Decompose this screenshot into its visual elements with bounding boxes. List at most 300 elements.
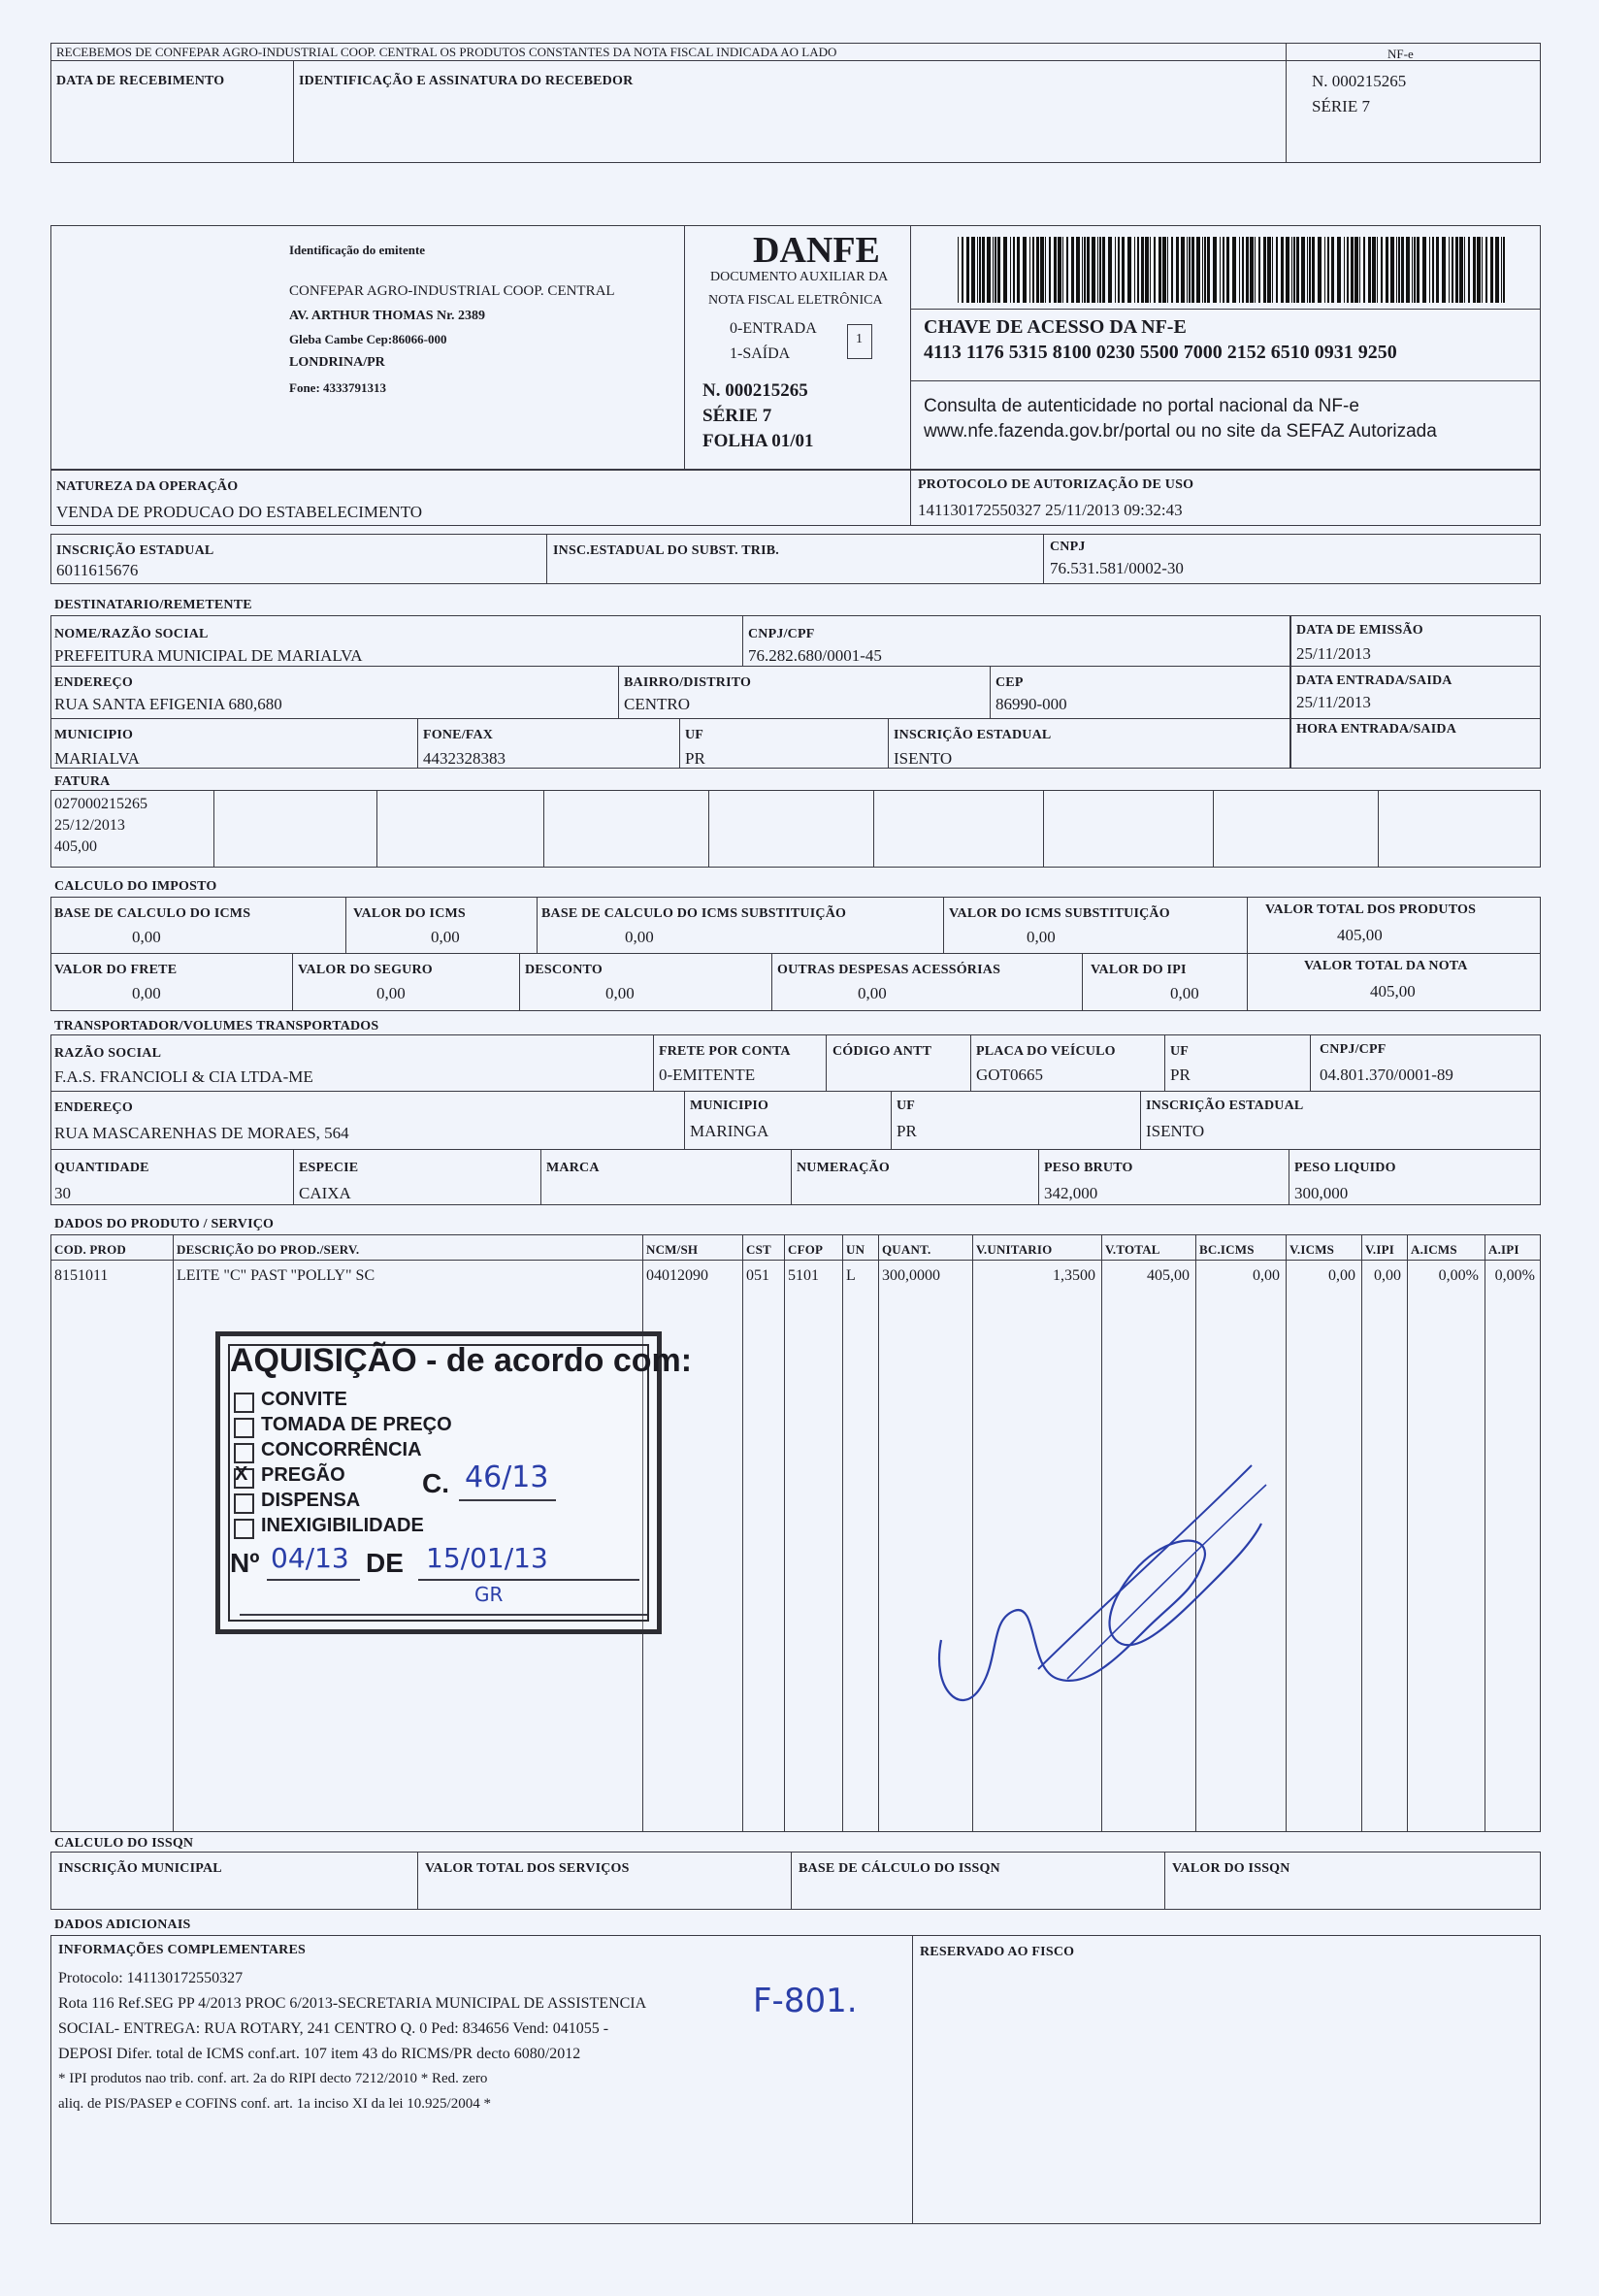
product-cell: 300,0000: [882, 1267, 940, 1284]
transp-placa: GOT0665: [976, 1066, 1043, 1084]
barcode-bar: [987, 237, 991, 303]
adicionais-section: DADOS ADICIONAIS: [54, 1918, 191, 1932]
barcode-bar: [1084, 237, 1086, 303]
barcode-bar: [1171, 237, 1173, 303]
barcode-bar: [1293, 237, 1295, 303]
dest-nome-label: NOME/RAZÃO SOCIAL: [54, 627, 209, 641]
barcode-bar: [1127, 237, 1131, 303]
info-line-6: aliq. de PIS/PASEP e COFINS conf. art. 1a inciso XI da lei 10.925/2004 *: [58, 2096, 491, 2112]
product-cell: 0,00: [1374, 1267, 1401, 1284]
issqn-im-label: INSCRIÇÃO MUNICIPAL: [58, 1861, 222, 1876]
dest-entrada-label: DATA ENTRADA/SAIDA: [1296, 673, 1452, 688]
dest-emissao-label: DATA DE EMISSÃO: [1296, 623, 1423, 638]
product-column-divider: [784, 1234, 785, 1832]
issqn-base-label: BASE DE CÁLCULO DO ISSQN: [799, 1861, 1000, 1876]
product-header-cell: NCM/SH: [646, 1242, 699, 1257]
barcode-bar: [1102, 237, 1105, 303]
barcode-bar: [1191, 237, 1194, 303]
barcode-bar: [971, 237, 975, 303]
barcode-bar: [1202, 237, 1203, 303]
barcode-bar: [1396, 237, 1397, 303]
barcode-bar: [1239, 237, 1240, 303]
product-header-cell: CFOP: [788, 1242, 824, 1257]
product-header-cell: A.ICMS: [1411, 1242, 1457, 1257]
fatura-valor: 405,00: [54, 838, 97, 855]
barcode-bar: [1436, 237, 1439, 303]
fisco-label: RESERVADO AO FISCO: [920, 1945, 1075, 1959]
transp-especie: CAIXA: [299, 1184, 351, 1202]
dest-entrada: 25/11/2013: [1296, 693, 1371, 711]
canhoto-numero: N. 000215265: [1312, 72, 1407, 90]
barcode-bar: [1092, 237, 1095, 303]
emitente-endereco: AV. ARTHUR THOMAS Nr. 2389: [289, 309, 486, 323]
barcode-bar: [1207, 237, 1210, 303]
barcode-bar: [1372, 237, 1376, 303]
stamp-n-value: 04/13: [271, 1542, 349, 1574]
barcode-bar: [1398, 237, 1400, 303]
barcode-bar: [1318, 237, 1322, 303]
seguro: 0,00: [376, 984, 406, 1002]
barcode-bar: [1296, 237, 1299, 303]
v-st: 0,00: [1027, 928, 1056, 946]
transp-endereco: RUA MASCARENHAS DE MORAES, 564: [54, 1124, 349, 1142]
fatura-divider: [213, 790, 214, 868]
barcode-bar: [1145, 237, 1149, 303]
barcode-bar: [1010, 237, 1011, 303]
barcode-bar: [1176, 237, 1179, 303]
product-header-cell: COD. PROD: [54, 1242, 127, 1257]
issqn-section: CALCULO DO ISSQN: [54, 1836, 194, 1851]
barcode-bar: [1324, 237, 1325, 303]
barcode-bar: [1223, 237, 1224, 303]
checkbox-dispensa: [234, 1493, 254, 1514]
emitente-fone: Fone: 4333791313: [289, 380, 387, 395]
desconto: 0,00: [605, 984, 635, 1002]
barcode-bar: [1137, 237, 1139, 303]
v-prod-label: VALOR TOTAL DOS PRODUTOS: [1265, 902, 1477, 917]
barcode-bar: [1071, 237, 1074, 303]
cnpj-value: 76.531.581/0002-30: [1050, 559, 1184, 577]
ipi-label: VALOR DO IPI: [1091, 963, 1187, 977]
dest-ie-label: INSCRIÇÃO ESTADUAL: [894, 728, 1052, 742]
barcode-bar: [1276, 237, 1278, 303]
barcode-bar: [1501, 237, 1502, 303]
protocolo-value: 141130172550327 25/11/2013 09:32:43: [918, 501, 1183, 519]
barcode-bar: [1377, 237, 1378, 303]
dest-endereco-label: ENDEREÇO: [54, 675, 133, 690]
product-header-cell: V.ICMS: [1289, 1242, 1335, 1257]
dest-cnpj-label: CNPJ/CPF: [748, 627, 815, 641]
barcode-bar: [1331, 237, 1334, 303]
stamp-option-concorrencia: CONCORRÊNCIA: [261, 1439, 422, 1460]
destinatario-section: DESTINATARIO/REMETENTE: [54, 598, 252, 612]
dest-uf: PR: [685, 749, 705, 768]
product-cell: 8151011: [54, 1267, 109, 1284]
transp-frete: 0-EMITENTE: [659, 1066, 756, 1084]
fatura-numero: 027000215265: [54, 796, 147, 812]
barcode-bar: [1452, 237, 1453, 303]
barcode-bar: [1459, 237, 1463, 303]
barcode-bar: [1250, 237, 1254, 303]
transp-uf2: PR: [897, 1122, 917, 1140]
barcode-bar: [1204, 237, 1206, 303]
barcode-bar: [1062, 237, 1063, 303]
barcode-bar: [1036, 237, 1039, 303]
barcode-bar: [1351, 237, 1354, 303]
dest-hora-label: HORA ENTRADA/SAIDA: [1296, 722, 1457, 737]
barcode-bar: [1087, 237, 1090, 303]
dest-municipio-label: MUNICIPIO: [54, 728, 134, 742]
danfe-sub1: DOCUMENTO AUXILIAR DA: [710, 270, 889, 284]
barcode-bar: [1307, 237, 1308, 303]
transp-municipio-label: MUNICIPIO: [690, 1099, 769, 1113]
dest-cnpj: 76.282.680/0001-45: [748, 646, 882, 665]
barcode-bar: [1368, 237, 1371, 303]
natureza-label: NATUREZA DA OPERAÇÃO: [56, 479, 239, 494]
barcode-bar: [1455, 237, 1458, 303]
barcode-bar: [1049, 237, 1051, 303]
dest-ie: ISENTO: [894, 749, 953, 768]
product-header-cell: A.IPI: [1488, 1242, 1519, 1257]
transp-razao-label: RAZÃO SOCIAL: [54, 1046, 162, 1061]
barcode-bar: [1291, 237, 1292, 303]
stamp-n-label: Nº: [230, 1548, 260, 1578]
checkbox-tomada: [234, 1418, 254, 1438]
barcode-bar: [1013, 237, 1015, 303]
barcode-bar: [1267, 237, 1271, 303]
product-header-cell: QUANT.: [882, 1242, 931, 1257]
barcode-bar: [1167, 237, 1168, 303]
transp-qtd-label: QUANTIDADE: [54, 1161, 149, 1175]
product-column-divider: [173, 1234, 174, 1832]
issqn-servicos-label: VALOR TOTAL DOS SERVIÇOS: [425, 1861, 630, 1876]
signature: [922, 1446, 1271, 1737]
fatura-divider: [1213, 790, 1214, 868]
barcode-bar: [1286, 237, 1289, 303]
product-column-divider: [1361, 1234, 1362, 1832]
transp-endereco-label: ENDEREÇO: [54, 1100, 133, 1115]
dest-fone: 4432328383: [423, 749, 506, 768]
dest-municipio: MARIALVA: [54, 749, 140, 768]
barcode-bar: [1196, 237, 1200, 303]
barcode-bar: [1337, 237, 1341, 303]
barcode-bar: [979, 237, 981, 303]
barcode-bar: [1495, 237, 1499, 303]
barcode-bar: [1464, 237, 1465, 303]
consulta-line2: www.nfe.fazenda.gov.br/portal ou no site da SEFAZ Autorizada: [924, 421, 1437, 442]
product-cell: 0,00%: [1494, 1267, 1535, 1284]
ie-row: [50, 534, 1541, 584]
barcode-bar: [1023, 237, 1027, 303]
check-mark-icon: X: [235, 1463, 248, 1485]
barcode-bar: [1141, 237, 1144, 303]
barcode-bar: [1189, 237, 1191, 303]
product-column-divider: [1286, 1234, 1287, 1832]
danfe-numero: N. 000215265: [702, 380, 808, 401]
fatura-divider: [543, 790, 544, 868]
product-cell: 405,00: [1147, 1267, 1190, 1284]
barcode-bar: [1158, 237, 1161, 303]
stamp-c-value: 46/13: [465, 1460, 549, 1494]
identificacao-label: IDENTIFICAÇÃO E ASSINATURA DO RECEBEDOR: [299, 74, 634, 88]
stamp-option-tomada: TOMADA DE PREÇO: [261, 1414, 452, 1435]
barcode-bar: [1312, 237, 1315, 303]
barcode-bar: [995, 237, 996, 303]
product-header-cell: V.UNITARIO: [976, 1242, 1053, 1257]
barcode-bar: [1040, 237, 1044, 303]
product-column-divider: [842, 1234, 843, 1832]
barcode-bar: [1490, 237, 1493, 303]
product-header-cell: V.IPI: [1365, 1242, 1395, 1257]
transp-qtd: 30: [54, 1184, 71, 1202]
fatura-divider: [708, 790, 709, 868]
barcode-bar: [1213, 237, 1217, 303]
danfe-sub2: NOTA FISCAL ELETRÔNICA: [708, 293, 883, 308]
dest-uf-label: UF: [685, 728, 704, 742]
dest-bairro-label: BAIRRO/DISTRITO: [624, 675, 752, 690]
barcode-bar: [1181, 237, 1185, 303]
barcode-bar: [1029, 237, 1030, 303]
product-column-divider: [878, 1234, 879, 1832]
barcode-bar: [1122, 237, 1125, 303]
transp-uf: PR: [1170, 1066, 1191, 1084]
destinatario-block: [50, 615, 1290, 769]
transp-uf2-label: UF: [897, 1099, 916, 1113]
dest-emissao: 25/11/2013: [1296, 644, 1371, 663]
v-prod: 405,00: [1337, 926, 1383, 944]
dest-endereco: RUA SANTA EFIGENIA 680,680: [54, 695, 282, 713]
natureza-value: VENDA DE PRODUCAO DO ESTABELECIMENTO: [56, 503, 423, 521]
barcode-bar: [977, 237, 978, 303]
cnpj-label: CNPJ: [1050, 540, 1086, 554]
checkbox-convite: [234, 1393, 254, 1413]
stamp-initials: GR: [474, 1583, 504, 1606]
product-cell: 5101: [788, 1267, 819, 1284]
barcode-bar: [993, 237, 994, 303]
canhoto-header: RECEBEMOS DE CONFEPAR AGRO-INDUSTRIAL COOP. CENTRAL OS PRODUTOS CONSTANTES DA NOTA FISCAL INDICADA AO LADO: [56, 45, 837, 59]
transp-numeracao-label: NUMERAÇÃO: [797, 1161, 890, 1175]
barcode-bar: [1272, 237, 1273, 303]
barcode-bar: [1309, 237, 1311, 303]
transp-municipio: MARINGA: [690, 1122, 769, 1140]
stamp-date: 15/01/13: [426, 1542, 548, 1574]
transp-marca-label: MARCA: [546, 1161, 600, 1175]
product-cell: 1,3500: [1053, 1267, 1095, 1284]
danfe-tipo: 1: [856, 332, 863, 346]
transp-antt-label: CÓDIGO ANTT: [832, 1044, 932, 1059]
v-nota: 405,00: [1370, 982, 1416, 1000]
barcode-bar: [1359, 237, 1360, 303]
stamp-option-pregao: PREGÃO: [261, 1464, 345, 1486]
outras: 0,00: [858, 984, 887, 1002]
barcode-bar: [1485, 237, 1487, 303]
barcode-bar: [1263, 237, 1266, 303]
barcode-bar: [1390, 237, 1394, 303]
barcode-bar: [1258, 237, 1260, 303]
barcode-bar: [1473, 237, 1476, 303]
fatura-block: [50, 790, 1541, 868]
issqn-block: [50, 1852, 1541, 1910]
barcode-bar: [1099, 237, 1101, 303]
barcode-bar: [1058, 237, 1061, 303]
fatura-vencimento: 25/12/2013: [54, 817, 125, 834]
barcode-bar: [1414, 237, 1416, 303]
barcode-bar: [1066, 237, 1068, 303]
barcode-bar: [1401, 237, 1404, 303]
stamp-option-inexigibilidade: INEXIGIBILIDADE: [261, 1515, 424, 1536]
barcode-bar: [1118, 237, 1120, 303]
barcode-bar: [982, 237, 985, 303]
data-recebimento-label: DATA DE RECEBIMENTO: [56, 74, 225, 88]
product-cell: 04012090: [646, 1267, 708, 1284]
barcode-bar: [1363, 237, 1365, 303]
barcode-bar: [1386, 237, 1388, 303]
product-cell: 0,00: [1328, 1267, 1355, 1284]
acquisition-stamp: [215, 1331, 693, 1634]
barcode-bar: [1017, 237, 1020, 303]
transp-peso-bruto: 342,000: [1044, 1184, 1098, 1202]
product-header-cell: V.TOTAL: [1105, 1242, 1160, 1257]
product-cell: L: [846, 1267, 856, 1284]
dest-cep-label: CEP: [995, 675, 1024, 690]
stamp-option-convite: CONVITE: [261, 1389, 347, 1410]
barcode-bar: [1477, 237, 1481, 303]
barcode-bar: [1422, 237, 1426, 303]
barcode-bar: [1255, 237, 1256, 303]
seguro-label: VALOR DO SEGURO: [298, 963, 433, 977]
transporte-block: [50, 1034, 1541, 1205]
barcode-bar: [1242, 237, 1244, 303]
barcode-bar: [997, 237, 1000, 303]
issqn-valor-label: VALOR DO ISSQN: [1172, 1861, 1290, 1876]
barcode-bar: [1281, 237, 1284, 303]
fatura-divider: [873, 790, 874, 868]
checkbox-concorrencia: [234, 1443, 254, 1463]
barcode-bar: [966, 237, 969, 303]
consulta-line1: Consulta de autenticidade no portal nacional da NF-e: [924, 396, 1359, 416]
barcode-bar: [1150, 237, 1151, 303]
ie-value: 6011615676: [56, 561, 139, 579]
barcode-bar: [1344, 237, 1345, 303]
product-cell: LEITE "C" PAST "POLLY" SC: [177, 1267, 375, 1284]
barcode-bar: [1449, 237, 1450, 303]
v-st-label: VALOR DO ICMS SUBSTITUIÇÃO: [949, 906, 1170, 921]
barcode-bar: [1082, 237, 1083, 303]
barcode-bar: [1220, 237, 1221, 303]
barcode-bar: [1045, 237, 1046, 303]
transp-peso-bruto-label: PESO BRUTO: [1044, 1161, 1133, 1175]
barcode-bar: [1076, 237, 1080, 303]
barcode-bar: [962, 237, 963, 303]
barcode-bar: [1032, 237, 1034, 303]
frete-label: VALOR DO FRETE: [54, 963, 178, 977]
fatura-label: FATURA: [54, 774, 111, 789]
v-icms-label: VALOR DO ICMS: [353, 906, 466, 921]
dest-nome: PREFEITURA MUNICIPAL DE MARIALVA: [54, 646, 363, 665]
barcode-bar: [1417, 237, 1420, 303]
chave-value: 4113 1176 5315 8100 0230 5500 7000 2152 6510 0931 9250: [924, 342, 1397, 363]
danfe-title: DANFE: [753, 230, 880, 271]
product-column-divider: [742, 1234, 743, 1832]
barcode-bar: [1097, 237, 1098, 303]
danfe-serie: SÉRIE 7: [702, 406, 772, 426]
info-line-2: Rota 116 Ref.SEG PP 4/2013 PROC 6/2013-SECRETARIA MUNICIPAL DE ASSISTENCIA: [58, 1995, 647, 2012]
emitente-bairro: Gleba Cambe Cep:86066-000: [289, 332, 447, 346]
barcode-bar: [1187, 237, 1188, 303]
product-header-cell: DESCRIÇÃO DO PROD./SERV.: [177, 1242, 360, 1257]
barcode-bar: [1429, 237, 1430, 303]
barcode-bar: [1246, 237, 1249, 303]
v-icms: 0,00: [431, 928, 460, 946]
bc-icms: 0,00: [132, 928, 161, 946]
stamp-c-label: C.: [422, 1468, 449, 1498]
v-nota-label: VALOR TOTAL DA NOTA: [1304, 959, 1468, 973]
danfe-folha: FOLHA 01/01: [702, 431, 814, 451]
stamp-de-label: DE: [366, 1548, 404, 1578]
info-line-4: DEPOSI Difer. total de ICMS conf.art. 107 item 43 do RICMS/PR decto 6080/2012: [58, 2046, 581, 2062]
barcode-bar: [1054, 237, 1057, 303]
product-cell: 051: [746, 1267, 769, 1284]
transp-razao: F.A.S. FRANCIOLI & CIA LTDA-ME: [54, 1067, 313, 1086]
fatura-divider: [1043, 790, 1044, 868]
ie-st-label: INSC.ESTADUAL DO SUBST. TRIB.: [553, 543, 779, 558]
barcode-bar: [1482, 237, 1483, 303]
product-header-cell: UN: [846, 1242, 865, 1257]
stamp-option-dispensa: DISPENSA: [261, 1490, 361, 1511]
emitente-cidade: LONDRINA/PR: [289, 355, 385, 370]
barcode: [956, 237, 1509, 303]
transp-especie-label: ESPECIE: [299, 1161, 359, 1175]
transp-cnpj: 04.801.370/0001-89: [1320, 1066, 1453, 1084]
transp-peso-liquido: 300,000: [1294, 1184, 1349, 1202]
barcode-bar: [1432, 237, 1434, 303]
produtos-section: DADOS DO PRODUTO / SERVIÇO: [54, 1217, 275, 1231]
bc-icms-label: BASE DE CALCULO DO ICMS: [54, 906, 251, 921]
product-header-cell: CST: [746, 1242, 771, 1257]
desconto-label: DESCONTO: [525, 963, 603, 977]
barcode-bar: [1503, 237, 1505, 303]
transp-frete-label: FRETE POR CONTA: [659, 1044, 791, 1059]
transp-uf-label: UF: [1170, 1044, 1190, 1059]
dest-bairro: CENTRO: [624, 695, 690, 713]
barcode-bar: [1347, 237, 1349, 303]
transp-ie-label: INSCRIÇÃO ESTADUAL: [1146, 1099, 1304, 1113]
product-header-cell: BC.ICMS: [1199, 1242, 1255, 1257]
product-column-divider: [1407, 1234, 1408, 1832]
chave-label: CHAVE DE ACESSO DA NF-E: [924, 316, 1187, 338]
transp-placa-label: PLACA DO VEÍCULO: [976, 1044, 1116, 1059]
protocolo-label: PROTOCOLO DE AUTORIZAÇÃO DE USO: [918, 477, 1194, 492]
emitente-nome: CONFEPAR AGRO-INDUSTRIAL COOP. CENTRAL: [289, 283, 615, 299]
ipi: 0,00: [1170, 984, 1199, 1002]
dest-fone-label: FONE/FAX: [423, 728, 494, 742]
transp-ie: ISENTO: [1146, 1122, 1205, 1140]
imposto-section: CALCULO DO IMPOSTO: [54, 879, 217, 894]
barcode-bar: [1115, 237, 1116, 303]
barcode-bar: [1301, 237, 1305, 303]
info-label: INFORMAÇÕES COMPLEMENTARES: [58, 1943, 307, 1957]
transp-cnpj-label: CNPJ/CPF: [1320, 1042, 1387, 1057]
info-line-5: * IPI produtos nao trib. conf. art. 2a do RIPI decto 7212/2010 * Red. zero: [58, 2071, 488, 2086]
nfe-label: NF-e: [1387, 47, 1414, 61]
barcode-bar: [1381, 237, 1383, 303]
fatura-divider: [376, 790, 377, 868]
checkbox-inexigibilidade: [234, 1519, 254, 1539]
outras-label: OUTRAS DESPESAS ACESSÓRIAS: [777, 963, 1001, 977]
info-line-3: SOCIAL- ENTREGA: RUA ROTARY, 241 CENTRO Q. 0 Ped: 834656 Vend: 041055 -: [58, 2020, 609, 2037]
barcode-bar: [1468, 237, 1470, 303]
product-cell: 0,00%: [1438, 1267, 1479, 1284]
